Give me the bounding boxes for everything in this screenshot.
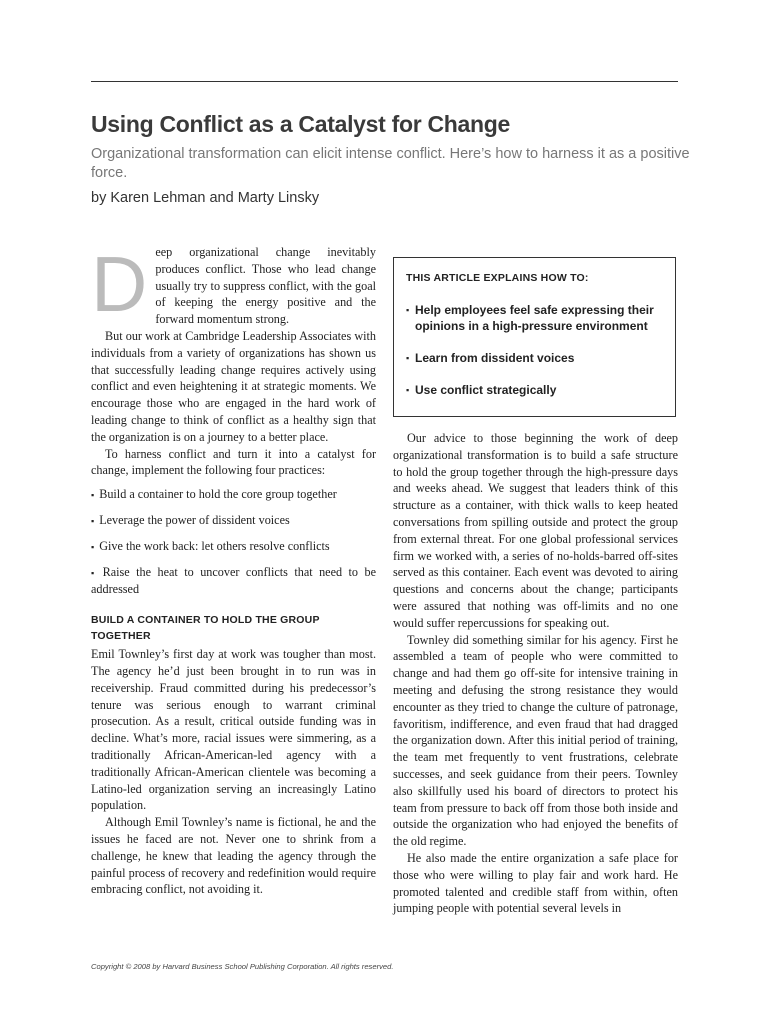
box-list	[406, 302, 663, 398]
bullet-marker: ▪	[406, 353, 410, 363]
right-column	[393, 430, 678, 917]
article-explains-box	[393, 257, 676, 417]
bullet-marker: ▪	[91, 515, 95, 526]
body-paragraph: He also made the entire organization a safe place for those who were willing to play fair and work hard. He promoted talented and credible staff from within, often jumping people with potential several levels in	[393, 850, 678, 916]
box-list-item-text: Help employees feel safe expressing their opinions in a high-pressure environment	[415, 303, 654, 333]
top-rule	[91, 81, 678, 82]
section-heading: BUILD A CONTAINER TO HOLD THE GROUP TOGETHER	[91, 614, 320, 643]
drop-cap: D	[91, 240, 148, 328]
body-paragraph: Townley did something similar for his agency. First he assembled a team of people who were committed to change and had them go off-site for intensive training in meeting and defusing the strong resistance they would encounter as they tried to change the culture of patronage, favoritism, indifference, and even fraud that had dragged the organization down. After this initial period of training, the team met frequently to vent frustrations, celebrate successes, and seek guidance from their peers. Townley also skillfully used his board of directors to protect his team from pressure to back off from those both inside and outside the organization who had enjoyed the benefits of the old regime.	[393, 632, 678, 849]
practices-list	[91, 486, 376, 598]
body-paragraph: Our advice to those beginning the work of deep organizational transformation is to build a safe structure to hold the group together through the high-pressure days and weeks ahead. We suggest that leaders think of this structure as a container, with thick walls to keep heated conversations from spilling outside and protect the group from external threat. For one global professional services firm we worked with, a series of no-holds-barred off-sites served as this container. Each event was devoted to airing questions and concerns about the change; participants were assured that nothing was off-limits and no one would suffer repercussions for speaking out.	[393, 431, 678, 630]
list-item	[91, 538, 376, 556]
box-list-item	[406, 302, 663, 334]
list-item-text: Leverage the power of dissident voices	[99, 512, 290, 527]
copyright-notice: Copyright © 2008 by Harvard Business School Publishing Corporation. All rights reserved.	[91, 962, 394, 971]
body-paragraph: Although Emil Townley’s name is fictional, he and the issues he faced are not. Never one to shrink from a challenge, he knew that leading the agency through the painful process of recovery and redefinition would require embracing conflict, not avoiding it.	[91, 815, 376, 897]
list-item	[91, 512, 376, 530]
bullet-marker: ▪	[91, 541, 95, 552]
box-list-item-text: Learn from dissident voices	[415, 351, 575, 365]
body-paragraph: Emil Townley’s first day at work was tougher than most. The agency he’d just been brought in to run was in receivership. Fraud committed during his predecessor’s tenure was serious enough to warrant criminal prosecution. As a result, critical outside funding was in decline. What’s more, racial issues were simmering, as a traditionally African-American-led agency with a traditionally African-American clientele was becoming a Latino-led organization serving an increasingly Latino population.	[91, 647, 376, 813]
article-subtitle: Organizational transformation can elicit intense conflict. Here’s how to harness it as a positive force.	[91, 146, 690, 181]
article-title: Using Conflict as a Catalyst for Change	[91, 111, 510, 137]
intro-paragraph: eep organizational change inevitably produces conflict. Those who lead change usually try to suppress conflict, with the goal of keeping the energy positive and the forward momentum strong.	[155, 245, 376, 327]
list-item-text: Raise the heat to uncover conflicts that need to be addressed	[91, 564, 376, 597]
box-list-item	[406, 350, 663, 366]
body-paragraph: To harness conflict and turn it into a catalyst for change, implement the following four practices:	[91, 446, 376, 478]
article-byline: by Karen Lehman and Marty Linsky	[91, 190, 320, 206]
list-item-text: Build a container to hold the core group together	[99, 487, 337, 502]
bullet-marker: ▪	[91, 567, 98, 578]
list-item-text: Give the work back: let others resolve conflicts	[99, 538, 330, 553]
bullet-marker: ▪	[406, 385, 410, 395]
body-paragraph: But our work at Cambridge Leadership Associates with individuals from a variety of organizations has shown us that successfully leading change requires actively using conflict and even heightening it at strategic moments. We encourage those who are engaged in the hard work of leading change to think of conflict as a healthy sign that the organization is on a journey to a better place.	[91, 328, 376, 444]
bullet-marker: ▪	[91, 490, 95, 501]
box-list-item	[406, 382, 663, 398]
box-title: THIS ARTICLE EXPLAINS HOW TO:	[406, 272, 589, 284]
left-column	[91, 240, 376, 898]
list-item	[91, 486, 376, 504]
box-list-item-text: Use conflict strategically	[415, 383, 557, 397]
list-item	[91, 564, 376, 599]
bullet-marker: ▪	[406, 305, 410, 315]
